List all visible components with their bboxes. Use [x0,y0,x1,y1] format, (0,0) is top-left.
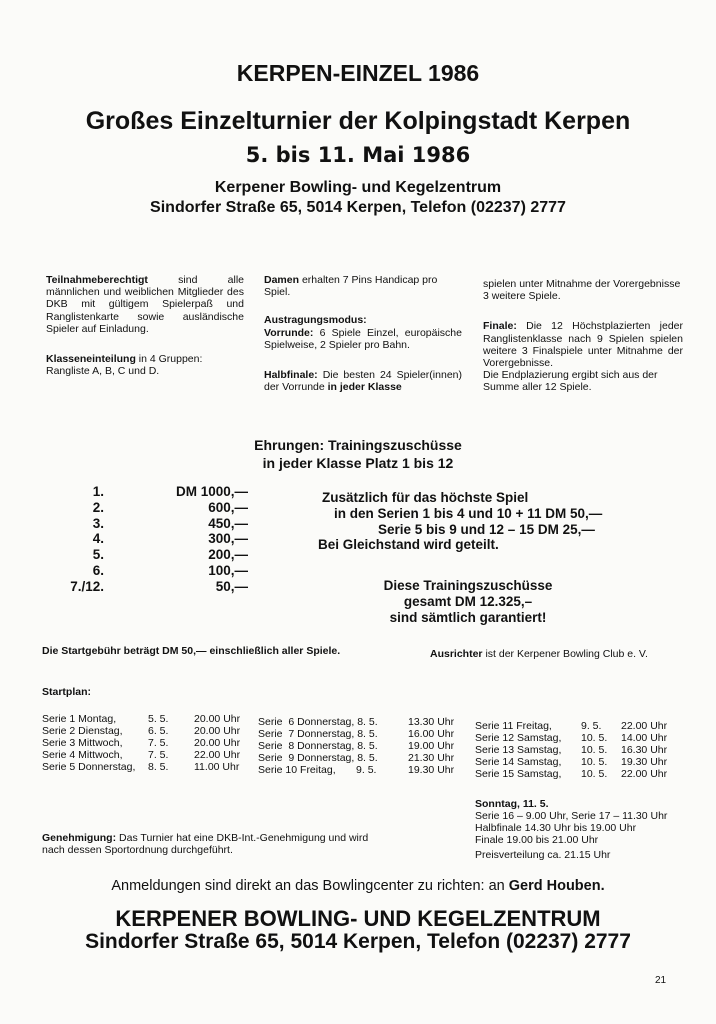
total-prizes [318,578,618,625]
sunday-schedule [475,798,667,861]
extra-line: in den Serien 1 bis 4 und 10 + 11 DM 50,— [334,505,603,521]
place-item: 2. [92,499,104,515]
info-column-3 [483,278,683,394]
prize-amounts [150,484,248,595]
amount-item: DM 1000,— [175,484,248,499]
sunday-line: Preisverteilung ca. 21.15 Uhr [475,849,611,861]
sunday-line: Serie 16 – 9.00 Uhr, Serie 17 – 11.30 Uhr [475,810,668,822]
schedule-row: Serie 4 Mittwoch, 7. 5. 22.00 Uhr [42,749,241,761]
schedule-row: Serie 15 Samstag, 10. 5. 22.00 Uhr [475,768,668,780]
extra-line: Zusätzlich für das höchste Spiel [322,490,529,505]
page-title: KERPEN-EINZEL 1986 [236,60,480,86]
approval-note: Genehmigung: Das Turnier hat eine DKB-Int.-Genehmigung und wird nach dessen Sportordnung durchgeführt. [42,832,369,857]
place-item: 4. [92,531,104,547]
schedule-column-3 [475,720,681,780]
footer-venue-name: KERPENER BOWLING- UND KEGELZENTRUM [115,906,601,931]
schedule-row: Serie 14 Samstag, 10. 5. 19.30 Uhr [475,756,668,768]
venue-address: Sindorfer Straße 65, 5014 Kerpen, Telefon (02237) 2777 [150,199,566,216]
schedule-row: Serie 13 Samstag, 10. 5. 16.30 Uhr [475,744,668,756]
schedule-row: Serie 8 Donnerstag, 8. 5. 19.00 Uhr [258,740,455,752]
schedule-column-1 [42,713,254,773]
total-line: gesamt DM 12.325,– [403,593,533,609]
prize-places [44,484,104,595]
schedule-row: Serie 6 Donnerstag, 8. 5. 13.30 Uhr [258,716,455,728]
organizer: Ausrichter ist der Kerpener Bowling Club e. V. [430,648,648,660]
semi-paragraph: Halbfinale: Die besten 24 Spieler(innen) der Vorrunde in jeder Klasse [264,369,462,394]
extra-line: Bei Gleichstand wird geteilt. [318,537,499,553]
place-item: 5. [92,547,104,563]
amount-item: 300,— [208,531,248,547]
page-number: 21 [655,975,667,986]
total-line: Diese Trainingszuschüsse [383,578,553,593]
honors-heading [0,436,716,472]
venue-header [0,178,716,218]
classes-paragraph: Klasseneinteilung in 4 Gruppen: Rangliste A, B, C und D. [46,353,203,378]
final-paragraph: Finale: Die 12 Höchstplazierten jeder Ranglistenklasse nach 9 Spielen spielen weitere 3 Finalspiele unter Mitnahme der Vorergebnisse. [483,320,683,370]
place-item: 1. [92,484,104,499]
registration-note: Anmeldungen sind direkt an das Bowlingcenter zu richten: an Gerd Houben. [111,878,605,894]
page-subtitle: Großes Einzelturnier der Kolpingstadt Kerpen [85,107,631,135]
sunday-title: Sonntag, 11. 5. [475,798,549,810]
amount-item: 100,— [208,562,248,578]
schedule-row: Serie 1 Montag, 5. 5. 20.00 Uhr [42,713,241,725]
footer-venue-address: Sindorfer Straße 65, 5014 Kerpen, Telefon (02237) 2777 [85,930,631,953]
ladies-paragraph: Damen erhalten 7 Pins Handicap pro Spiel. [264,274,438,299]
extra-prizes [318,490,648,553]
amount-item: 50,— [215,578,248,594]
sunday-line: Finale 19.00 bis 21.00 Uhr [475,834,599,846]
amount-item: 200,— [208,547,248,563]
event-dates: 5. bis 11. Mai 1986 [245,143,471,167]
participation-paragraph: Teilnahmeberechtigt sind alle männlichen und weiblichen Mitglieder des DKB mit gültigem Spielerpaß und Ranglistenkarte sowie ausländische Spieler auf Einladung. [46,274,244,335]
schedule-column-2 [258,716,454,776]
schedule-row: Serie 7 Donnerstag, 8. 5. 16.00 Uhr [258,728,455,740]
schedule-row: Serie 11 Freitag, 9. 5. 22.00 Uhr [475,720,668,732]
info-column-1 [46,274,244,377]
schedule-row: Serie 10 Freitag, 9. 5. 19.30 Uhr [258,764,455,776]
venue-name: Kerpener Bowling- und Kegelzentrum [214,179,502,196]
semi-continuation: spielen unter Mitnahme der Vorergebnisse 3 weitere Spiele. [483,278,681,303]
honors-line-2: in jeder Klasse Platz 1 bis 12 [262,455,454,471]
place-item: 6. [92,562,104,578]
place-item: 3. [92,515,104,531]
mode-heading: Austragungsmodus: [264,314,367,327]
total-line: sind sämtlich garantiert! [389,609,547,625]
schedule-title: Startplan: [42,686,92,698]
schedule-row: Serie 9 Donnerstag, 8. 5. 21.30 Uhr [258,752,455,764]
schedule-row: Serie 12 Samstag, 10. 5. 14.00 Uhr [475,732,668,744]
schedule-row: Serie 5 Donnerstag, 8. 5. 11.00 Uhr [42,761,240,773]
entry-fee: Die Startgebühr beträgt DM 50,— einschließlich aller Spiele. [42,645,341,657]
sunday-line: Halbfinale 14.30 Uhr bis 19.00 Uhr [475,822,637,834]
amount-item: 600,— [208,499,248,515]
info-column-2 [264,274,462,393]
prelim-paragraph: Vorrunde: 6 Spiele Einzel, europäische Spielweise, 2 Spieler pro Bahn. [264,326,462,351]
honors-line-1: Ehrungen: Trainingszuschüsse [254,437,462,453]
amount-item: 450,— [208,515,248,531]
extra-line: Serie 5 bis 9 und 12 – 15 DM 25,— [378,521,595,537]
place-item: 7./12. [70,578,104,594]
final-ranking: Die Endplazierung ergibt sich aus der Summe aller 12 Spiele. [483,369,658,394]
schedule-row: Serie 2 Dienstag, 6. 5. 20.00 Uhr [42,725,241,737]
schedule-row: Serie 3 Mittwoch, 7. 5. 20.00 Uhr [42,737,241,749]
